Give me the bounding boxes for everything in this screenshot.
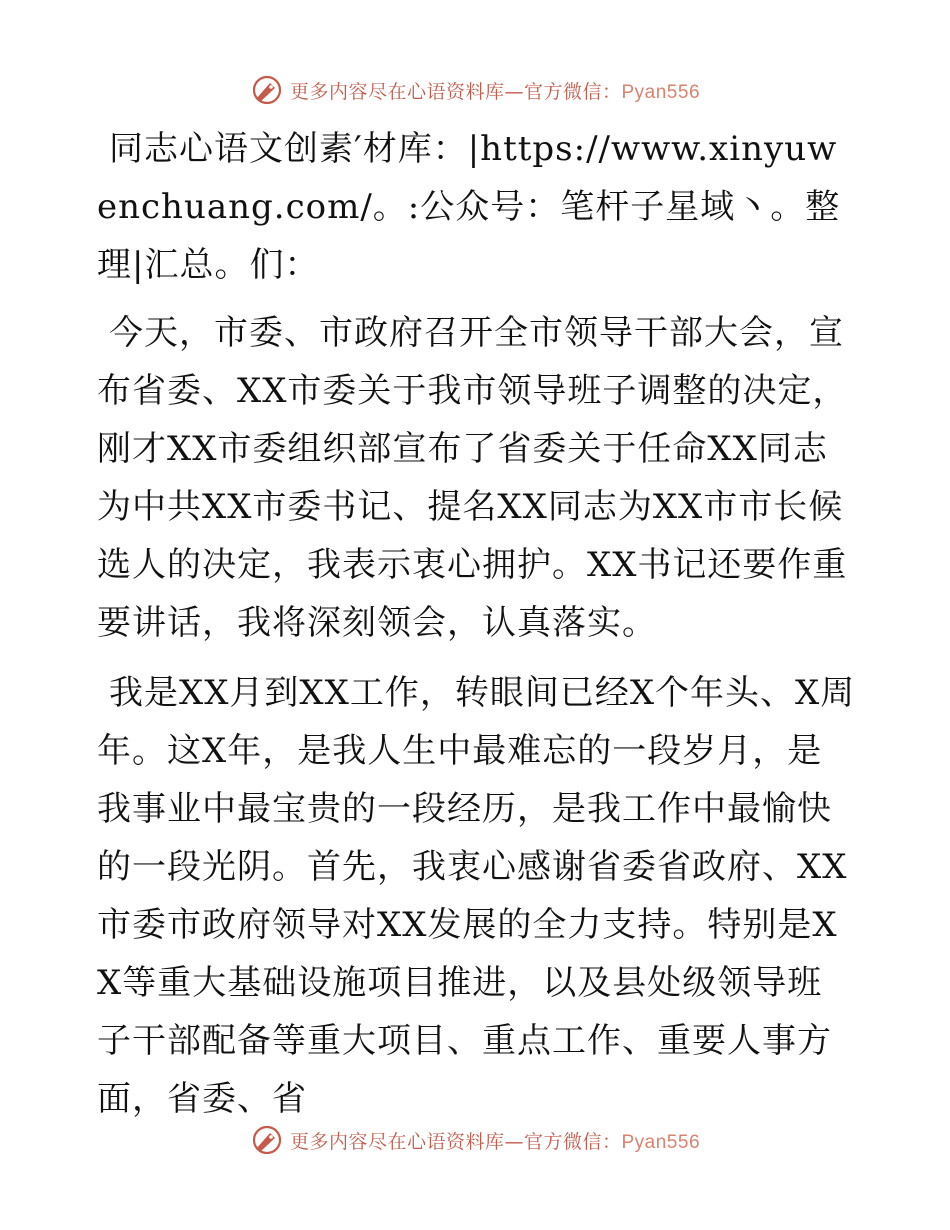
paragraph-1: 今天，市委、市政府召开全市领导干部大会，宣布省委、XX市委关于我市领导班子调整的决定，刚才XX市委组织部宣布了省委关于任命XX同志为中共XX市委书记、提名XX同志为XX市市长候选人的决定，我表示衷心拥护。XX书记还要作重要讲话，我将深刻领会，认真落实。 — [97, 313, 848, 643]
bottom-watermark-banner — [0, 1120, 950, 1160]
banner-separator: — — [504, 80, 524, 103]
banner-text — [290, 77, 700, 104]
banner-label: 官方微信： — [523, 1130, 622, 1153]
banner-slogan: 更多内容尽在心语资料库 — [289, 80, 505, 103]
banner-handle: Pyan556 — [621, 1131, 701, 1153]
source-header-line: 同志心语文创素′材库：|https://www.xinyuwenchuang.com/。:公众号：笔杆子星域丶。整理|汇总。们： — [97, 129, 841, 285]
document-body — [97, 120, 857, 1140]
pen-nib-logo-icon — [250, 73, 284, 107]
banner-handle: Pyan556 — [621, 81, 701, 103]
banner-label: 官方微信： — [523, 80, 622, 103]
top-watermark-banner — [0, 70, 950, 110]
pen-nib-logo-icon — [250, 1123, 284, 1157]
banner-separator: — — [504, 1130, 524, 1153]
banner-slogan: 更多内容尽在心语资料库 — [289, 1130, 505, 1153]
paragraph-2: 我是XX月到XX工作，转眼间已经X个年头、X周年。这X年，是我人生中最难忘的一段岁月，是我事业中最宝贵的一段经历，是我工作中最愉快的一段光阴。首先，我衷心感谢省委省政府、XX市委市政府领导对XX发展的全力支持。特别是XX等重大基础设施项目推进，以及县处级领导班子干部配备等重大项目、重点工作、重要人事方面，省委、省 — [97, 673, 856, 1119]
banner-text — [290, 1127, 700, 1154]
